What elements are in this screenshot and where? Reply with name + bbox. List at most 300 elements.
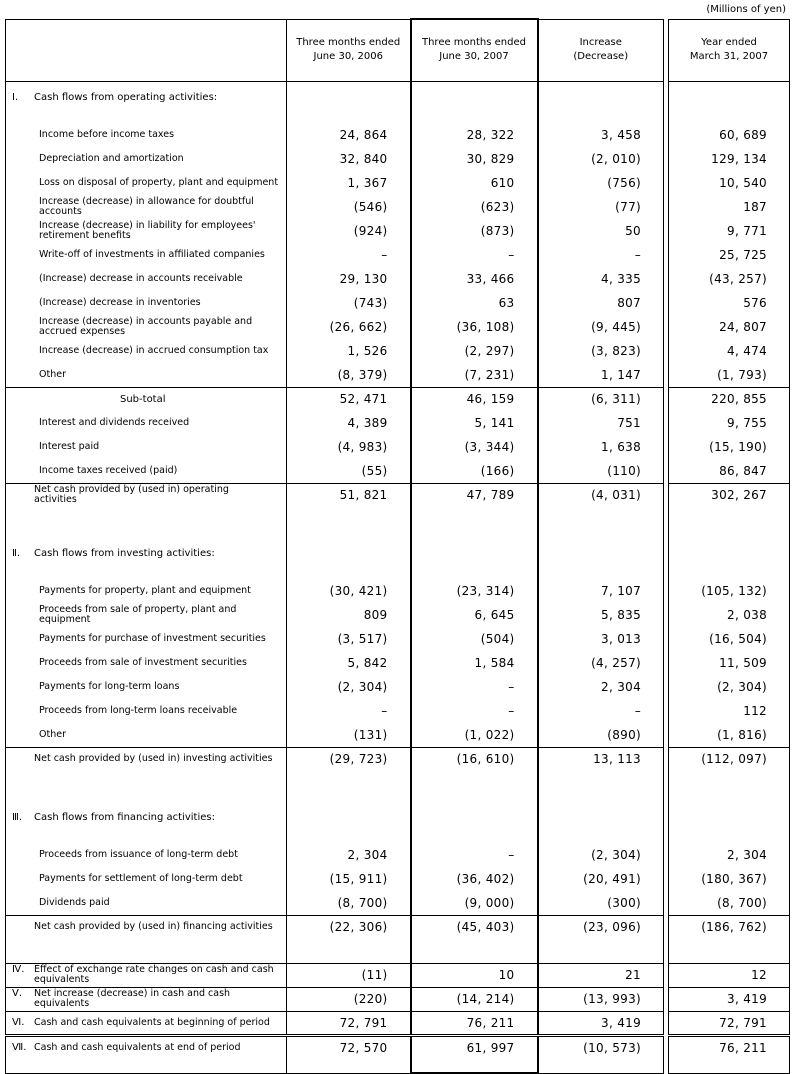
value-cell [669, 939, 790, 963]
row-item [6, 627, 790, 651]
column-header [287, 19, 411, 81]
row-label [6, 827, 287, 843]
value-cell [411, 107, 538, 123]
value-cell: 63 [411, 291, 538, 315]
value-cell: (45, 403) [411, 915, 538, 939]
value-cell: 72, 791 [669, 1011, 790, 1035]
value-cell: (112, 097) [669, 747, 790, 771]
row-label [6, 243, 287, 267]
value-cell: (623) [411, 195, 538, 219]
row-item [6, 891, 790, 915]
value-cell [287, 807, 411, 827]
value-cell: 24, 864 [287, 123, 411, 147]
row-label [6, 171, 287, 195]
value-cell: 72, 570 [287, 1035, 411, 1059]
row-label [6, 87, 287, 107]
row-label-text: Proceeds from long-term loans receivable [39, 705, 238, 716]
row-label-text: Net increase (decrease) in cash and cash equivalents [34, 988, 231, 1009]
row-label-text: Income before income taxes [39, 129, 175, 140]
row-item [6, 147, 790, 171]
value-cell: (16, 610) [411, 747, 538, 771]
row-blank [6, 827, 790, 843]
row-label-text: (Increase) decrease in accounts receivable [39, 273, 243, 284]
unit-note: (Millions of yen) [706, 4, 786, 15]
column-header-line: March 31, 2007 [689, 51, 769, 62]
row-blank [6, 1059, 790, 1073]
value-cell [538, 87, 664, 107]
value-cell: (743) [287, 291, 411, 315]
section-numeral: Ⅱ. [12, 547, 21, 559]
row-label-text: Proceeds from issuance of long-term debt [39, 849, 238, 860]
row-label [6, 987, 287, 1011]
row-final [6, 963, 790, 987]
value-cell [538, 507, 664, 543]
value-cell [411, 543, 538, 563]
row-label [6, 195, 287, 219]
row-item [6, 171, 790, 195]
value-cell [538, 807, 664, 827]
row-item [6, 243, 790, 267]
row-label-text: Interest and dividends received [39, 417, 190, 428]
section-numeral: Ⅳ. [12, 964, 25, 975]
value-cell [538, 563, 664, 579]
value-cell: (8, 700) [669, 891, 790, 915]
value-cell: 610 [411, 171, 538, 195]
value-cell: 1, 638 [538, 435, 664, 459]
value-cell [538, 543, 664, 563]
value-cell: 10, 540 [669, 171, 790, 195]
value-cell: 51, 821 [287, 483, 411, 507]
row-label [6, 807, 287, 827]
value-cell: 4, 335 [538, 267, 664, 291]
column-header [669, 19, 790, 81]
value-cell: (166) [411, 459, 538, 483]
value-cell [669, 107, 790, 123]
value-cell: (9, 445) [538, 315, 664, 339]
value-cell: (14, 214) [411, 987, 538, 1011]
value-cell: (3, 344) [411, 435, 538, 459]
value-cell [538, 939, 664, 963]
value-cell: (2, 010) [538, 147, 664, 171]
row-item [6, 579, 790, 603]
value-cell: (1, 816) [669, 723, 790, 747]
value-cell [669, 563, 790, 579]
row-item [6, 411, 790, 435]
value-cell: 751 [538, 411, 664, 435]
column-header [411, 19, 538, 81]
value-cell: 6, 645 [411, 603, 538, 627]
row-label-text: Payments for purchase of investment securities [39, 633, 266, 644]
value-cell: 2, 304 [669, 843, 790, 867]
row-label [6, 723, 287, 747]
row-item [6, 435, 790, 459]
value-cell: (504) [411, 627, 538, 651]
value-cell: (23, 314) [411, 579, 538, 603]
value-cell: 72, 791 [287, 1011, 411, 1035]
row-label [6, 963, 287, 987]
value-cell: 52, 471 [287, 387, 411, 411]
value-cell [538, 1059, 664, 1073]
section-title: Cash flows from investing activities: [34, 547, 215, 559]
section-numeral: Ⅲ. [12, 811, 23, 823]
value-cell: (2, 297) [411, 339, 538, 363]
row-label-text: Cash and cash equivalents at end of period [34, 1041, 241, 1053]
value-cell: – [287, 243, 411, 267]
row-label [6, 483, 287, 507]
value-cell: 28, 322 [411, 123, 538, 147]
value-cell: (8, 379) [287, 363, 411, 387]
value-cell: 807 [538, 291, 664, 315]
value-cell: 47, 789 [411, 483, 538, 507]
value-cell: (924) [287, 219, 411, 243]
cash-flow-table [5, 18, 790, 1074]
row-label-text: Increase (decrease) in accrued consumption tax [39, 345, 269, 356]
value-cell: (15, 190) [669, 435, 790, 459]
value-cell: – [411, 843, 538, 867]
value-cell [669, 1059, 790, 1073]
value-cell: 50 [538, 219, 664, 243]
row-label [6, 291, 287, 315]
value-cell [411, 1059, 538, 1073]
value-cell: 809 [287, 603, 411, 627]
value-cell: 7, 107 [538, 579, 664, 603]
value-cell: 29, 130 [287, 267, 411, 291]
value-cell: – [411, 675, 538, 699]
value-cell [287, 507, 411, 543]
row-label-text: Effect of exchange rate changes on cash and cash equivalents [34, 964, 274, 985]
value-cell: 76, 211 [411, 1011, 538, 1035]
value-cell [411, 563, 538, 579]
row-label [6, 915, 287, 939]
row-label [6, 699, 287, 723]
value-cell: (180, 367) [669, 867, 790, 891]
value-cell: (110) [538, 459, 664, 483]
value-cell: 25, 725 [669, 243, 790, 267]
value-cell: (36, 402) [411, 867, 538, 891]
row-total [6, 483, 790, 507]
row-final [6, 1011, 790, 1035]
value-cell: (22, 306) [287, 915, 411, 939]
row-label-text: Other [39, 728, 66, 740]
value-cell: 3, 419 [669, 987, 790, 1011]
value-cell: (890) [538, 723, 664, 747]
value-cell: – [538, 243, 664, 267]
value-cell: (55) [287, 459, 411, 483]
value-cell [538, 107, 664, 123]
row-label [6, 627, 287, 651]
row-label-text: Payments for settlement of long-term debt [39, 873, 243, 884]
value-cell: 576 [669, 291, 790, 315]
value-cell: (131) [287, 723, 411, 747]
row-blank [6, 563, 790, 579]
value-cell: 76, 211 [669, 1035, 790, 1059]
value-cell: 1, 147 [538, 363, 664, 387]
row-blank [6, 107, 790, 123]
row-label [6, 363, 287, 387]
header-label-cell [6, 19, 287, 81]
row-blank [6, 771, 790, 807]
row-label-text: Net cash provided by (used in) operating activities [34, 484, 229, 506]
row-final [6, 1035, 790, 1059]
row-item [6, 315, 790, 339]
value-cell: 9, 771 [669, 219, 790, 243]
value-cell: – [287, 699, 411, 723]
row-section [6, 807, 790, 827]
value-cell: (30, 421) [287, 579, 411, 603]
value-cell: 1, 526 [287, 339, 411, 363]
row-final [6, 987, 790, 1011]
row-item [6, 675, 790, 699]
section-numeral: Ⅰ. [12, 91, 19, 103]
row-subtotal [6, 387, 790, 411]
value-cell [287, 771, 411, 807]
row-label [6, 867, 287, 891]
value-cell [287, 87, 411, 107]
value-cell [669, 543, 790, 563]
value-cell [287, 543, 411, 563]
value-cell: 86, 847 [669, 459, 790, 483]
value-cell: 13, 113 [538, 747, 664, 771]
row-label [6, 1011, 287, 1035]
row-label [6, 459, 287, 483]
row-label-text: Payments for long-term loans [39, 681, 180, 692]
row-section [6, 87, 790, 107]
value-cell [411, 807, 538, 827]
value-cell: (3, 517) [287, 627, 411, 651]
row-label [6, 675, 287, 699]
value-cell [538, 827, 664, 843]
value-cell: (20, 491) [538, 867, 664, 891]
row-label [6, 543, 287, 563]
value-cell: (1, 022) [411, 723, 538, 747]
row-label-text: Loss on disposal of property, plant and equipment [39, 177, 279, 188]
value-cell: (2, 304) [669, 675, 790, 699]
value-cell: 4, 474 [669, 339, 790, 363]
row-item [6, 339, 790, 363]
row-label-text: Income taxes received (paid) [39, 464, 178, 476]
row-item [6, 363, 790, 387]
value-cell [287, 563, 411, 579]
row-label-text: Proceeds from sale of investment securities [39, 657, 247, 668]
row-label [6, 603, 287, 627]
row-label-text: Cash and cash equivalents at beginning of period [34, 1016, 270, 1028]
row-label [6, 651, 287, 675]
row-label-text: Net cash provided by (used in) financing activities [34, 921, 273, 933]
value-cell [287, 1059, 411, 1073]
row-label [6, 891, 287, 915]
value-cell: 2, 304 [538, 675, 664, 699]
row-label-text: Net cash provided by (used in) investing activities [34, 753, 273, 765]
row-label-text: Depreciation and amortization [39, 153, 184, 164]
value-cell: (23, 096) [538, 915, 664, 939]
value-cell: 30, 829 [411, 147, 538, 171]
value-cell [669, 507, 790, 543]
value-cell: – [411, 699, 538, 723]
row-label-text: Interest paid [39, 441, 100, 452]
row-label-text: Increase (decrease) in liability for employees' retirement benefits [39, 220, 256, 241]
row-item [6, 291, 790, 315]
section-title: Cash flows from financing activities: [34, 811, 215, 823]
row-section [6, 543, 790, 563]
value-cell [411, 507, 538, 543]
column-header [538, 19, 664, 81]
value-cell: 60, 689 [669, 123, 790, 147]
value-cell: 5, 835 [538, 603, 664, 627]
row-label [6, 771, 287, 807]
value-cell: (546) [287, 195, 411, 219]
row-total [6, 747, 790, 771]
row-label-text: Payments for property, plant and equipment [39, 585, 251, 596]
value-cell: 1, 584 [411, 651, 538, 675]
value-cell: 2, 038 [669, 603, 790, 627]
section-numeral: Ⅴ. [12, 988, 23, 999]
value-cell: 187 [669, 195, 790, 219]
value-cell: – [538, 699, 664, 723]
value-cell: 129, 134 [669, 147, 790, 171]
value-cell: (13, 993) [538, 987, 664, 1011]
value-cell: 1, 367 [287, 171, 411, 195]
row-item [6, 651, 790, 675]
section-numeral: Ⅵ. [12, 1016, 25, 1028]
value-cell [287, 107, 411, 123]
value-cell: (756) [538, 171, 664, 195]
row-item [6, 459, 790, 483]
column-header-line: Increase [579, 37, 622, 48]
value-cell: (300) [538, 891, 664, 915]
column-header-line: June 30, 2006 [313, 51, 383, 62]
value-cell: 46, 159 [411, 387, 538, 411]
value-cell: (6, 311) [538, 387, 664, 411]
value-cell: (29, 723) [287, 747, 411, 771]
row-label [6, 123, 287, 147]
value-cell: (873) [411, 219, 538, 243]
value-cell: (2, 304) [538, 843, 664, 867]
row-item [6, 195, 790, 219]
value-cell: (186, 762) [669, 915, 790, 939]
row-label-text: (Increase) decrease in inventories [39, 297, 201, 308]
value-cell: (10, 573) [538, 1035, 664, 1059]
row-item [6, 843, 790, 867]
row-blank [6, 939, 790, 963]
cash-flow-statement [5, 18, 789, 1074]
column-header-line: Three months ended [421, 37, 526, 49]
row-total [6, 915, 790, 939]
value-cell: 302, 267 [669, 483, 790, 507]
value-cell [411, 827, 538, 843]
value-cell: (43, 257) [669, 267, 790, 291]
row-label [6, 387, 287, 411]
value-cell: (3, 823) [538, 339, 664, 363]
row-label [6, 219, 287, 243]
value-cell: 10 [411, 963, 538, 987]
value-cell: (9, 000) [411, 891, 538, 915]
row-label [6, 147, 287, 171]
value-cell: 61, 997 [411, 1035, 538, 1059]
value-cell: (4, 031) [538, 483, 664, 507]
row-label [6, 747, 287, 771]
value-cell: (1, 793) [669, 363, 790, 387]
value-cell: 21 [538, 963, 664, 987]
value-cell: 5, 141 [411, 411, 538, 435]
row-label [6, 315, 287, 339]
value-cell: (8, 700) [287, 891, 411, 915]
row-item [6, 267, 790, 291]
section-title: Cash flows from operating activities: [34, 91, 218, 103]
value-cell: 220, 855 [669, 387, 790, 411]
value-cell: – [411, 243, 538, 267]
row-item [6, 123, 790, 147]
row-item [6, 699, 790, 723]
row-label-text: Write-off of investments in affiliated companies [39, 249, 265, 260]
value-cell: (77) [538, 195, 664, 219]
value-cell: (16, 504) [669, 627, 790, 651]
value-cell [669, 807, 790, 827]
value-cell: (4, 257) [538, 651, 664, 675]
row-label-text: Proceeds from sale of property, plant and equipment [39, 604, 237, 625]
row-label-text: Other [39, 368, 66, 380]
header-row [6, 19, 790, 81]
row-label [6, 939, 287, 963]
column-header-line: June 30, 2007 [439, 51, 509, 63]
value-cell [411, 939, 538, 963]
value-cell: (11) [287, 963, 411, 987]
value-cell: (105, 132) [669, 579, 790, 603]
value-cell [287, 827, 411, 843]
row-label [6, 339, 287, 363]
value-cell: (26, 662) [287, 315, 411, 339]
row-label [6, 843, 287, 867]
value-cell [287, 939, 411, 963]
row-label [6, 107, 287, 123]
value-cell: (4, 983) [287, 435, 411, 459]
value-cell: 112 [669, 699, 790, 723]
value-cell [538, 771, 664, 807]
section-numeral: Ⅶ. [12, 1041, 27, 1053]
value-cell: 2, 304 [287, 843, 411, 867]
value-cell: 9, 755 [669, 411, 790, 435]
row-label [6, 1035, 287, 1059]
row-blank [6, 507, 790, 543]
row-label [6, 1059, 287, 1073]
value-cell [669, 87, 790, 107]
value-cell: 11, 509 [669, 651, 790, 675]
value-cell: (2, 304) [287, 675, 411, 699]
value-cell [669, 827, 790, 843]
value-cell: 12 [669, 963, 790, 987]
value-cell: (220) [287, 987, 411, 1011]
column-header-line: Year ended [701, 37, 757, 48]
column-header-line: Three months ended [296, 37, 401, 48]
row-label-text: Increase (decrease) in allowance for doubtful accounts [39, 196, 254, 217]
value-cell: 32, 840 [287, 147, 411, 171]
row-item [6, 603, 790, 627]
value-cell: 5, 842 [287, 651, 411, 675]
row-label [6, 579, 287, 603]
row-label-text: Increase (decrease) in accounts payable and accrued expenses [39, 316, 253, 337]
row-label-text: Sub-total [120, 393, 166, 405]
value-cell: (36, 108) [411, 315, 538, 339]
row-label [6, 435, 287, 459]
value-cell: (15, 911) [287, 867, 411, 891]
row-label [6, 507, 287, 543]
value-cell: (7, 231) [411, 363, 538, 387]
row-item [6, 723, 790, 747]
row-label [6, 563, 287, 579]
value-cell: 33, 466 [411, 267, 538, 291]
row-label [6, 411, 287, 435]
value-cell [411, 771, 538, 807]
value-cell: 3, 458 [538, 123, 664, 147]
